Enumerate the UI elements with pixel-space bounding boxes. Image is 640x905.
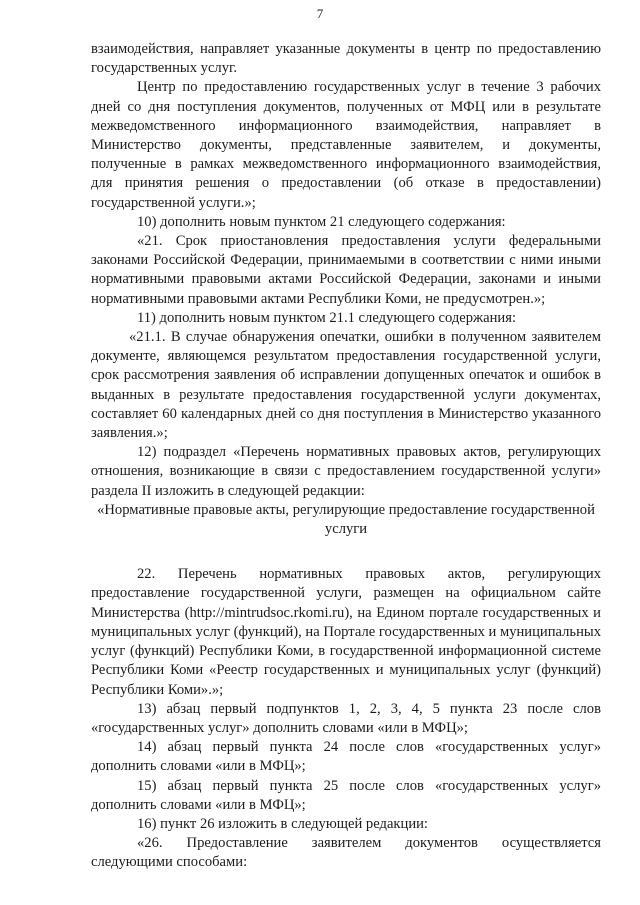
paragraph-item-16: 16) пункт 26 изложить в следующей редакции: (137, 815, 428, 832)
spacer (91, 539, 601, 565)
paragraph-item-10: 10) дополнить новым пунктом 21 следующего содержания: (137, 213, 506, 230)
paragraph-point-21-1: «21.1. В случае обнаружения опечатки, ошибки в полученном заявителем документе, являющемся результатом предоставления государственной услуги, срок рассмотрения заявления об исправлении допущенных опечаток и ошибок в выданных в результате предоставления государственной услуги документах, составляет 60 календарных дней со дня поступления в Министерство указанного заявления.»; (91, 329, 601, 442)
document-body (91, 40, 601, 873)
paragraph-continuation: взаимодействия, направляет указанные документы в центр по предоставлению государственных услуг. (91, 41, 601, 77)
paragraph-item-11: 11) дополнить новым пунктом 21.1 следующего содержания: (137, 309, 517, 326)
paragraph-item-12: 12) подраздел «Перечень нормативных правовых актов, регулирующих отношения, возникающие в связи с предоставлением государственной услуги» раздела II изложить в следующей редакции: (91, 444, 601, 499)
paragraph-point-21: «21. Срок приостановления предоставления услуги федеральными законами Российской Федерации, принимаемыми в соответствии с ними иными нормативными правовыми актами Российской Федерации, законами и иными нормативными правовыми актами Республики Коми, не предусмотрен.»; (91, 233, 601, 307)
paragraph-point-22: 22. Перечень нормативных правовых актов, регулирующих предоставление государственной услуги, размещен на официальном сайте Министерства (http://mintrudsoc.rkomi.ru), на Едином портале государственных и муниципальных услуг (функций), на Портале государственных и муниципальных услуг (функций) Республики Коми, в государственной информационной системе Республики Коми «Реестр государственных и муниципальных услуг (функций) Республики Коми».»; (91, 566, 602, 698)
subsection-heading: «Нормативные правовые акты, регулирующие предоставление государственной услуги (97, 501, 595, 538)
paragraph-point-26: «26. Предоставление заявителем документов осуществляется следующими способами: (91, 835, 601, 871)
paragraph-item-14: 14) абзац первый пункта 24 после слов «государственных услуг» дополнить словами «или в МФЦ»; (91, 739, 601, 775)
paragraph-center-services: Центр по предоставлению государственных услуг в течение 3 рабочих дней со дня поступления документов, полученных от МФЦ или в результате межведомственного информационного взаимодействия, направляет в Министерство документы, представленные заявителем, и документы, полученные в рамках межведомственного информационного взаимодействия, для принятия решения о предоставлении (об отказе в предоставлении) государственной услуги.»; (91, 79, 601, 211)
paragraph-item-15: 15) абзац первый пункта 25 после слов «государственных услуг» дополнить словами «или в МФЦ»; (91, 777, 601, 813)
page-number: 7 (316, 6, 324, 21)
paragraph-item-13: 13) абзац первый подпунктов 1, 2, 3, 4, 5 пункта 23 после слов «государственных услуг» дополнить словами «или в МФЦ»; (91, 700, 601, 736)
